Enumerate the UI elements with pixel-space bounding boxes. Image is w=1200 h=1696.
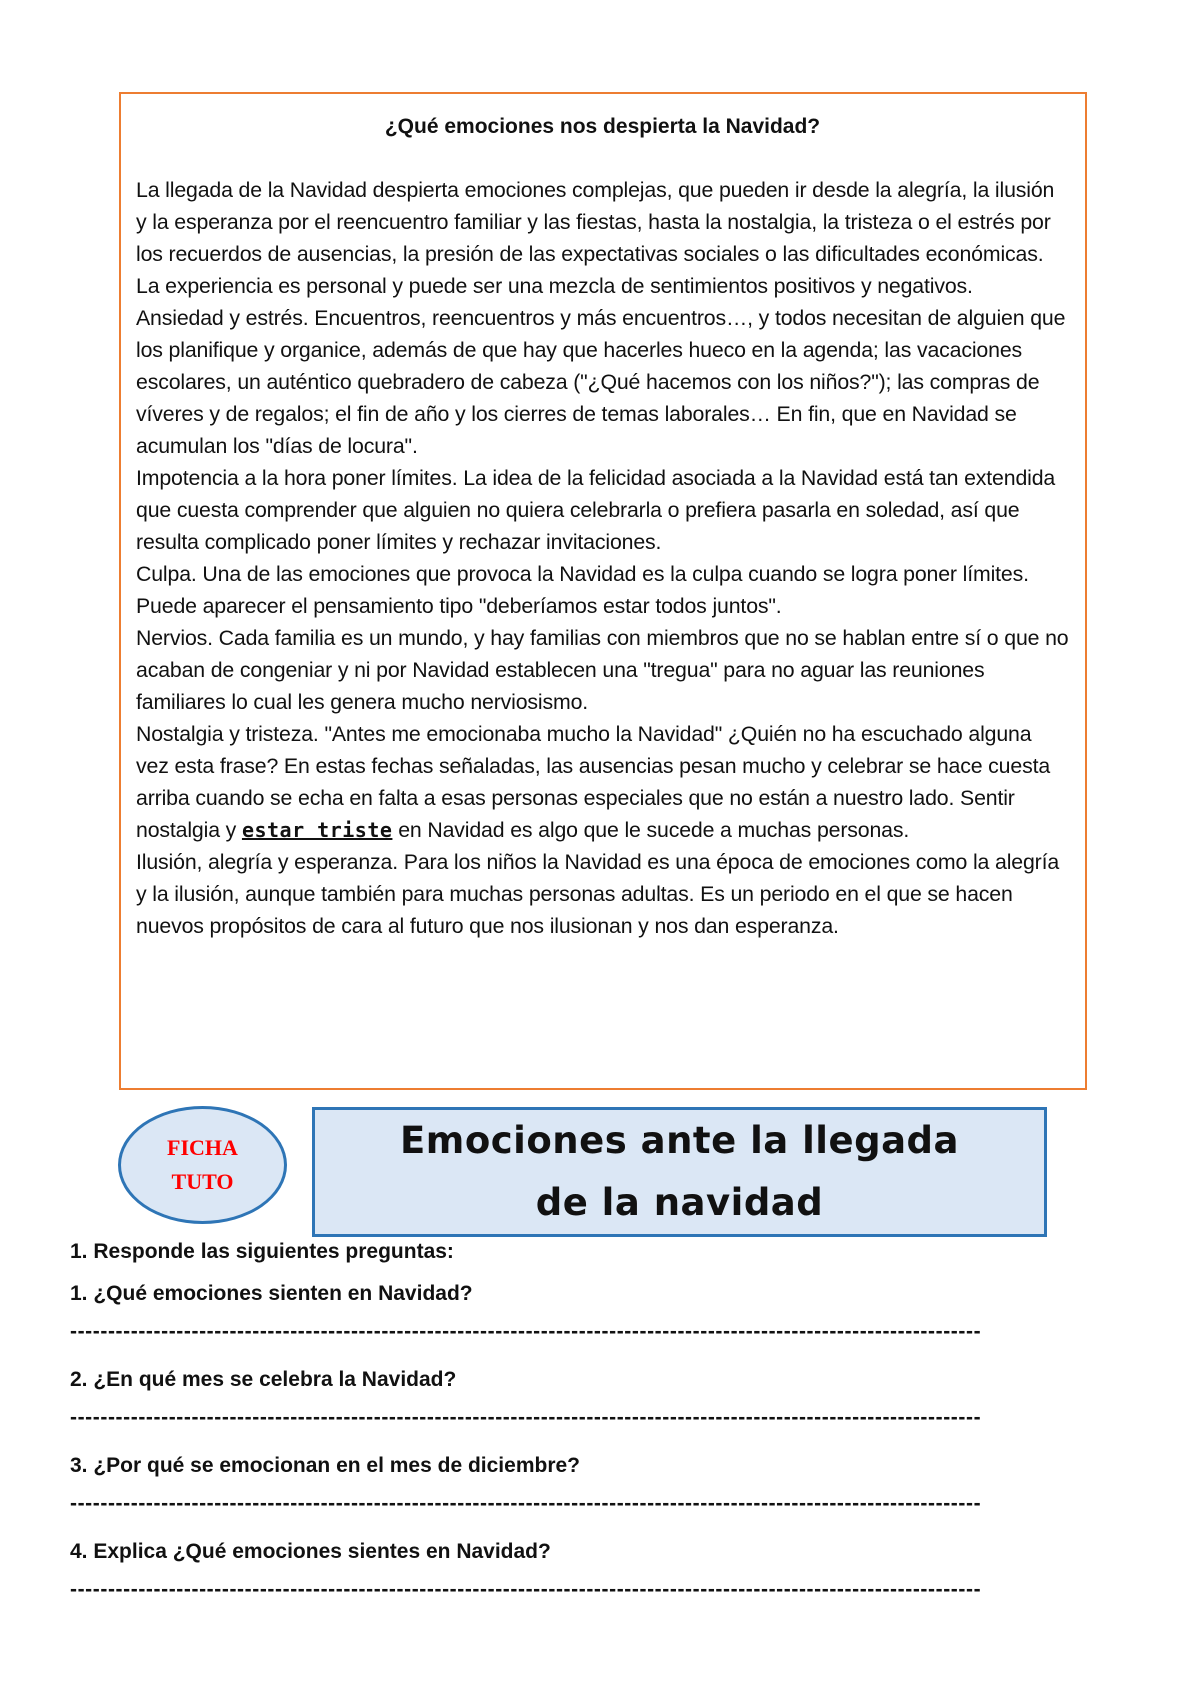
estar-triste-link[interactable]: estar triste — [241, 818, 393, 842]
paragraph-ilusion: Ilusión, alegría y esperanza. Para los niños la Navidad es una época de emociones como la alegría y la ilusión, aunque también para muchas personas adultas. Es un periodo en el que se hacen nuevos propósitos de cara al futuro que nos ilusionan y nos dan esperanza. — [136, 850, 1060, 938]
answer-line-2[interactable]: ------------------------------------------------------------------------------------------------------------------------ — [70, 1406, 982, 1429]
questions-section — [70, 1238, 1070, 1604]
question-1: 1. ¿Qué emociones sienten en Navidad? — [70, 1282, 473, 1305]
answer-line-1[interactable]: ------------------------------------------------------------------------------------------------------------------------ — [70, 1320, 982, 1343]
reading-box — [119, 92, 1087, 1090]
paragraph-culpa: Culpa. Una de las emociones que provoca la Navidad es la culpa cuando se logra poner límites. Puede aparecer el pensamiento tipo "deberíamos estar todos juntos". — [136, 562, 1029, 618]
badge-line-1: FICHA — [167, 1135, 238, 1160]
badge-line-2: TUTO — [171, 1169, 234, 1194]
paragraph-nervios: Nervios. Cada familia es un mundo, y hay familias con miembros que no se hablan entre sí o que no acaban de congeniar y ni por Navidad establecen una "tregua" para no aguar las reuniones familiares lo cual les genera mucho nerviosismo. — [136, 626, 1069, 714]
paragraph-ansiedad: Ansiedad y estrés. Encuentros, reencuentros y más encuentros…, y todos necesitan de alguien que los planifique y organice, además de que hay que hacerles hueco en la agenda; las vacaciones escolares, un auténtico quebradero de cabeza ("¿Qué hacemos con los niños?"); las compras de víveres y de regalos; el fin de año y los cierres de temas laborales… En fin, que en Navidad se acumulan los "días de locura". — [136, 306, 1066, 458]
question-3: 3. ¿Por qué se emocionan en el mes de diciembre? — [70, 1454, 580, 1477]
title-banner — [312, 1107, 1047, 1237]
reading-title: ¿Qué emociones nos despierta la Navidad? — [384, 115, 821, 138]
nostalgia-text-before: Nostalgia y tristeza. "Antes me emocionaba mucho la Navidad" ¿Quién no ha escuchado alguna vez esta frase? En estas fechas señaladas, las ausencias pesan mucho y celebrar se hace cuesta arriba cuando se echa en falta a esas personas especiales que no están a nuestro lado. Sentir nostalgia y — [136, 722, 1051, 842]
nostalgia-text-after: en Navidad es algo que le sucede a muchas personas. — [392, 818, 910, 842]
question-2: 2. ¿En qué mes se celebra la Navidad? — [70, 1368, 457, 1391]
ficha-tuto-badge — [118, 1106, 287, 1224]
paragraph-intro: La llegada de la Navidad despierta emociones complejas, que pueden ir desde la alegría, la ilusión y la esperanza por el reencuentro familiar y las fiestas, hasta la nostalgia, la tristeza o el estrés por los recuerdos de ausencias, la presión de las expectativas sociales o las dificultades económicas. La experiencia es personal y puede ser una mezcla de sentimientos positivos y negativos. — [136, 178, 1055, 298]
paragraph-nostalgia — [136, 718, 1069, 846]
worksheet-title: Emociones ante la llegada de la navidad — [400, 1119, 959, 1224]
instructions: 1. Responde las siguientes preguntas: — [70, 1240, 454, 1263]
question-4: 4. Explica ¿Qué emociones sientes en Navidad? — [70, 1540, 551, 1563]
answer-line-3[interactable]: ------------------------------------------------------------------------------------------------------------------------ — [70, 1492, 982, 1515]
answer-line-4[interactable]: ------------------------------------------------------------------------------------------------------------------------ — [70, 1578, 982, 1601]
reading-body — [136, 174, 1069, 942]
paragraph-impotencia: Impotencia a la hora poner límites. La idea de la felicidad asociada a la Navidad está tan extendida que cuesta comprender que alguien no quiera celebrarla o prefiera pasarla en soledad, así que resulta complicado poner límites y rechazar invitaciones. — [136, 466, 1056, 554]
